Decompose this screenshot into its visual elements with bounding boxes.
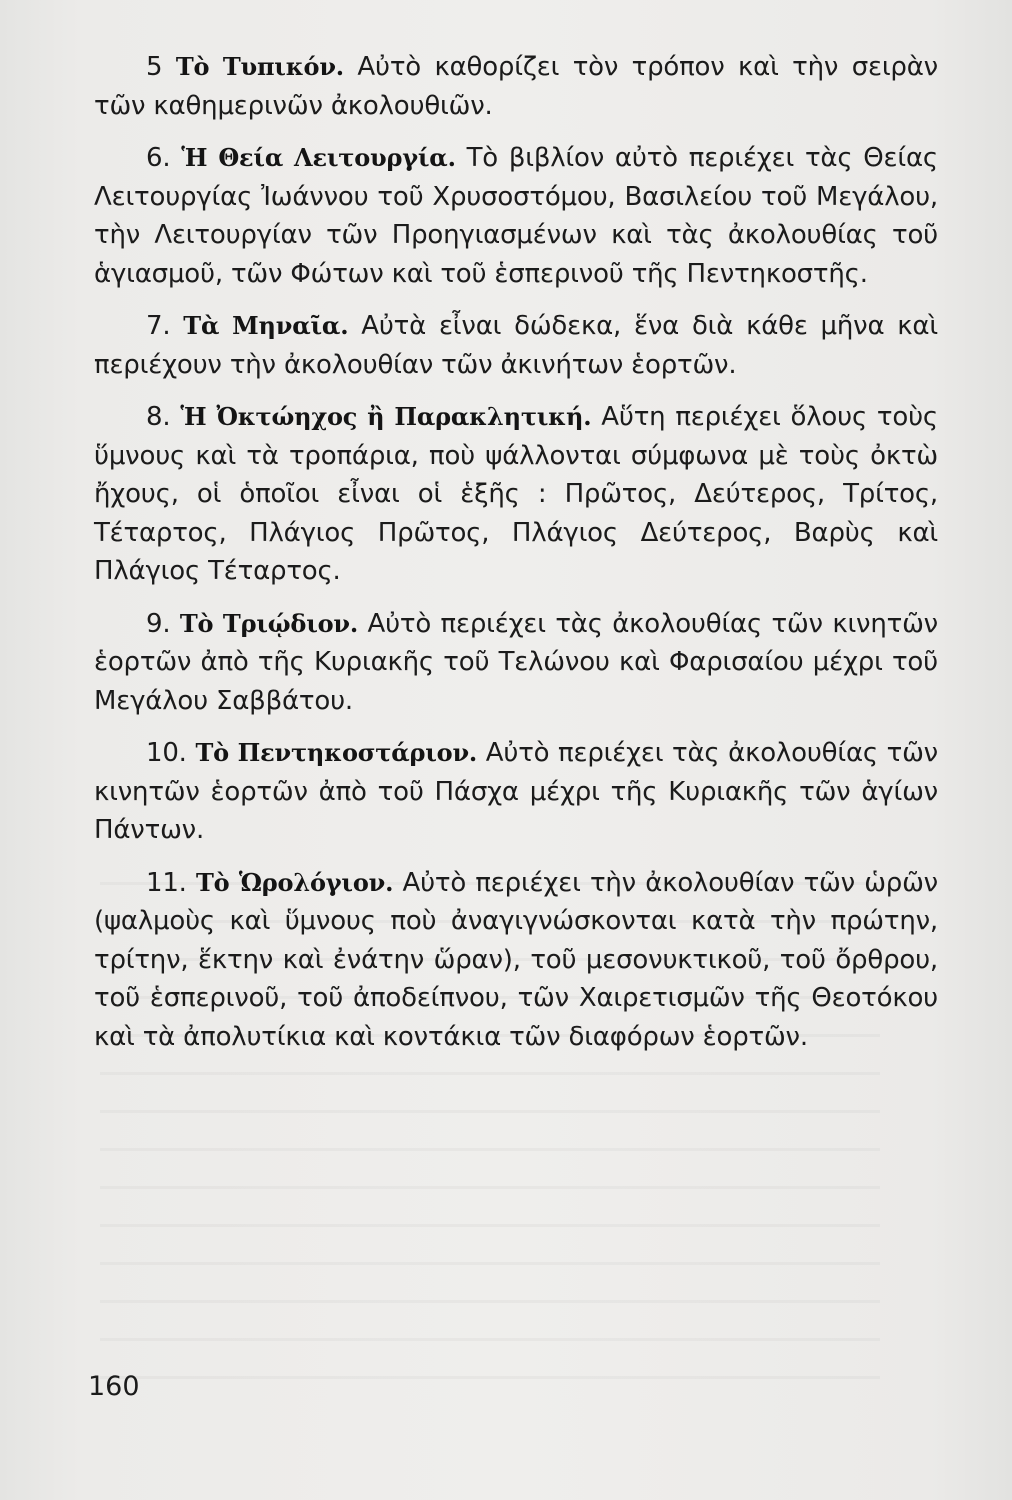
entry-text: Αὐτὸ περιέχει τὴν ἀκολουθίαν τῶν ὡρῶν (ψαλμοὺς καὶ ὕμνους ποὺ ἀναγιγνώσκονται κατὰ τὴν πρώτην, τρίτην, ἕκτην καὶ ἐνάτην ὥραν), τοῦ μεσονυκτικοῦ, τοῦ ὄρθρου, τοῦ ἑσπερινοῦ, τοῦ ἀποδείπνου, τῶν Χαιρετισμῶν τῆς Θεοτόκου καὶ τὰ ἀπολυτίκια καὶ κοντάκια τῶν διαφόρων ἑορτῶν. <box>94 867 938 1052</box>
entry-text: Αὐτὸ περιέχει τὰς ἀκολουθίας τῶν κινητῶν ἑορτῶν ἀπὸ τῆς Κυριακῆς τοῦ Τελώνου καὶ Φαρισαίου μέχρι τοῦ Μεγάλου Σαββάτου. <box>94 608 938 716</box>
entry-number: 11. <box>146 867 187 898</box>
entry-title: Ἡ Ὀκτώηχος ἢ Παρακλητική. <box>180 402 592 431</box>
entry-title: Τὸ Τριῴδιον. <box>179 608 359 638</box>
entry-number: 6. <box>146 143 171 173</box>
entry-title: Τὸ Τυπικόν. <box>175 52 344 81</box>
entry-oktoechos <box>94 398 938 591</box>
entry-number: 7. <box>146 311 171 341</box>
entry-triodion <box>94 605 938 721</box>
page-number: 160 <box>88 1371 140 1402</box>
entry-text: Αὕτη περιέχει ὅλους τοὺς ὕμνους καὶ τὰ τροπάρια, ποὺ ψάλλονται σύμφωνα μὲ τοὺς ὀκτὼ ἤχους, οἱ ὁποῖοι εἶναι οἱ ἑξῆς : Πρῶτος, Δεύτερος, Τρίτος, Τέταρτος, Πλάγιος Πρῶτος, Πλάγιος Δεύτερος, Βαρὺς καὶ Πλάγιος Τέταρτος. <box>94 402 938 586</box>
entry-title: Ἡ Θεία Λειτουργία. <box>181 143 456 172</box>
entry-title: Τὰ Μηναῖα. <box>183 311 349 340</box>
entry-divine-liturgy <box>94 139 938 293</box>
entry-number: 9. <box>146 608 171 639</box>
entry-number: 5 <box>146 52 163 82</box>
entry-title: Τὸ Πεντηκοστάριον. <box>195 738 478 767</box>
entry-text: Τὸ βιβλίον αὐτὸ περιέχει τὰς Θείας Λειτουργίας Ἰωάννου τοῦ Χρυσοστόμου, Βασιλείου τοῦ Μεγάλου, τὴν Λειτουργίαν τῶν Προηγιασμένων καὶ τὰς ἀκολουθίας τοῦ ἁγιασμοῦ, τῶν Φώτων καὶ τοῦ ἑσπερινοῦ τῆς Πεντηκοστῆς. <box>94 143 938 289</box>
entry-text: Αὐτὰ εἶναι δώδεκα, ἕνα διὰ κάθε μῆνα καὶ περιέχουν τὴν ἀκολουθίαν τῶν ἀκινήτων ἑορτῶν. <box>94 311 938 380</box>
entry-menaia <box>94 307 938 384</box>
entry-text: Αὐτὸ καθορίζει τὸν τρόπον καὶ τὴν σειρὰν τῶν καθημερινῶν ἀκολουθιῶν. <box>94 52 938 121</box>
entry-number: 10. <box>146 738 187 768</box>
entry-pentekostarion <box>94 734 938 850</box>
entry-horologion <box>94 864 938 1057</box>
entry-text: Αὐτὸ περιέχει τὰς ἀκολουθίας τῶν κινητῶν ἑορτῶν ἀπὸ τοῦ Πάσχα μέχρι τῆς Κυριακῆς τῶν ἁγίων Πάντων. <box>94 738 938 845</box>
entry-title: Τὸ Ὡρολόγιον. <box>196 867 394 897</box>
entry-typikon <box>94 48 938 125</box>
body-text <box>94 48 938 1056</box>
entry-number: 8. <box>146 402 171 432</box>
